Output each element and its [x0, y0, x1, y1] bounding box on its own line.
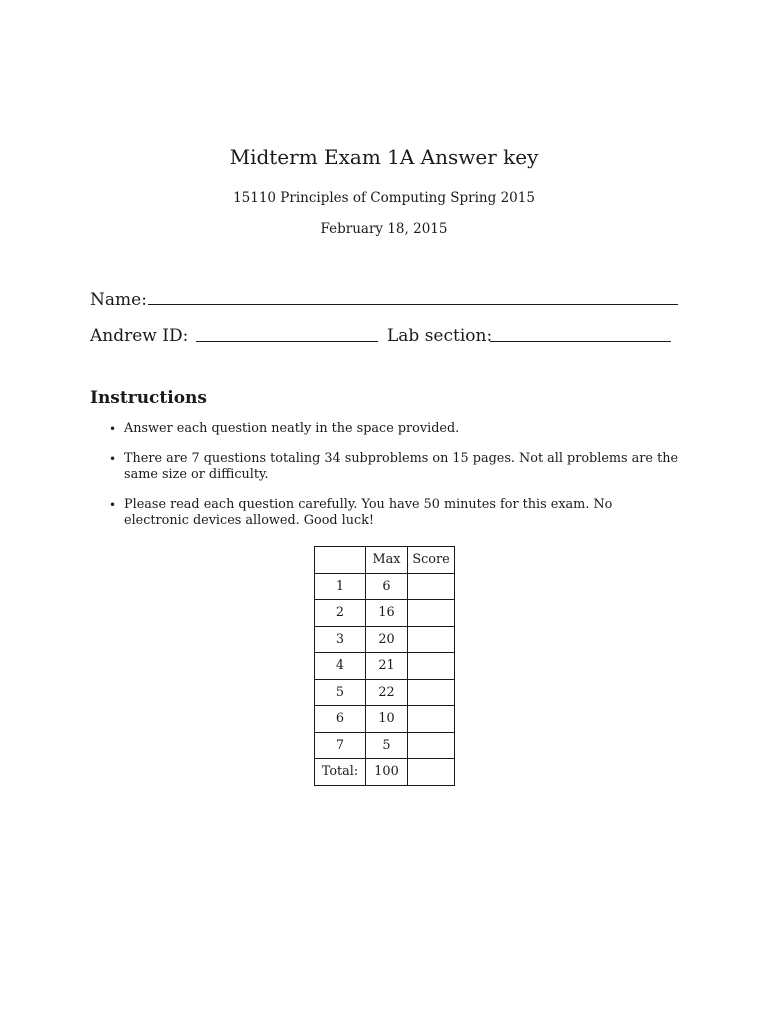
- score-cell[interactable]: [408, 573, 455, 600]
- question-number: 7: [315, 732, 366, 759]
- instruction-text: There are 7 questions totaling 34 subproblems on 15 pages. Not all problems are the same size or difficulty.: [124, 450, 679, 482]
- question-number: 2: [315, 600, 366, 627]
- max-points: 21: [366, 653, 408, 680]
- header-question: [315, 547, 366, 574]
- table-header-row: [315, 547, 455, 574]
- header-score: Score: [408, 547, 455, 574]
- score-cell[interactable]: [408, 679, 455, 706]
- total-score-cell[interactable]: [408, 759, 455, 786]
- question-number: 1: [315, 573, 366, 600]
- table-total-row: [315, 759, 455, 786]
- lab-section-blank-line[interactable]: [490, 341, 671, 342]
- table-row: [315, 600, 455, 627]
- table-row: [315, 653, 455, 680]
- question-number: 5: [315, 679, 366, 706]
- instructions-heading: Instructions: [90, 388, 207, 408]
- bullet-icon: •: [109, 497, 117, 512]
- andrew-id-blank-line[interactable]: [196, 341, 378, 342]
- instructions-list: [107, 421, 681, 543]
- table-row: [315, 679, 455, 706]
- exam-title: Midterm Exam 1A Answer key: [229, 145, 539, 169]
- total-max-points: 100: [366, 759, 408, 786]
- score-cell[interactable]: [408, 706, 455, 733]
- score-table: [314, 546, 455, 786]
- instruction-item: [107, 497, 681, 530]
- table-row: [315, 626, 455, 653]
- andrew-id-label: Andrew ID:: [90, 326, 189, 346]
- table-row: [315, 573, 455, 600]
- total-label: Total:: [315, 759, 366, 786]
- table-row: [315, 706, 455, 733]
- instruction-item: [107, 421, 681, 438]
- header-max: Max: [366, 547, 408, 574]
- question-number: 3: [315, 626, 366, 653]
- name-blank-line[interactable]: [148, 304, 678, 305]
- max-points: 6: [366, 573, 408, 600]
- max-points: 22: [366, 679, 408, 706]
- max-points: 16: [366, 600, 408, 627]
- instruction-item: [107, 451, 681, 484]
- exam-date: February 18, 2015: [320, 221, 448, 237]
- table-row: [315, 732, 455, 759]
- bullet-icon: •: [109, 451, 117, 466]
- score-cell[interactable]: [408, 732, 455, 759]
- question-number: 4: [315, 653, 366, 680]
- instruction-text: Please read each question carefully. You have 50 minutes for this exam. No electronic devices allowed. Good luck!: [124, 496, 613, 528]
- course-subtitle: 15110 Principles of Computing Spring 2015: [233, 190, 535, 206]
- score-cell[interactable]: [408, 626, 455, 653]
- max-points: 5: [366, 732, 408, 759]
- max-points: 20: [366, 626, 408, 653]
- max-points: 10: [366, 706, 408, 733]
- question-number: 6: [315, 706, 366, 733]
- name-label: Name:: [90, 290, 147, 310]
- score-cell[interactable]: [408, 600, 455, 627]
- lab-section-label: Lab section:: [387, 326, 493, 346]
- score-cell[interactable]: [408, 653, 455, 680]
- bullet-icon: •: [109, 422, 117, 436]
- instruction-text: Answer each question neatly in the space provided.: [124, 421, 460, 436]
